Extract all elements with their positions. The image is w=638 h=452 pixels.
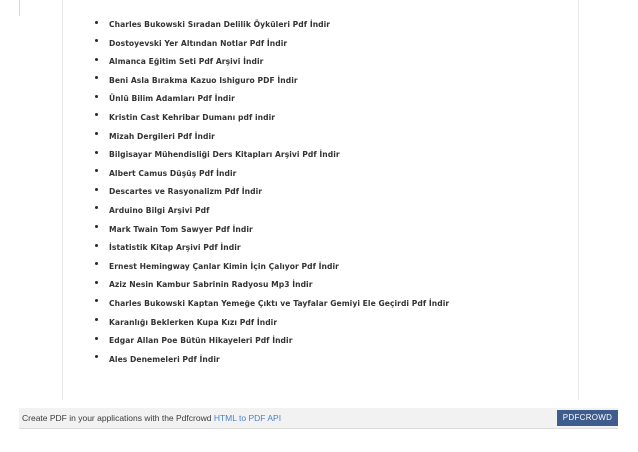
- list-item[interactable]: [93, 13, 449, 32]
- list-item[interactable]: [93, 311, 449, 330]
- list-item[interactable]: [93, 292, 449, 311]
- bullet-icon: [95, 318, 98, 321]
- bullet-icon: [95, 39, 98, 42]
- list-item[interactable]: [93, 32, 449, 51]
- list-item-link[interactable]: Arduino Bilgi Arşivi Pdf: [109, 205, 210, 215]
- list-item-link[interactable]: Kristin Cast Kehribar Dumanı pdf indir: [109, 112, 276, 122]
- bullet-icon: [95, 244, 98, 247]
- list-item-link[interactable]: Edgar Allan Poe Bütün Hikayeleri Pdf İndir: [109, 336, 293, 346]
- list-item[interactable]: [93, 218, 449, 237]
- content-panel: [62, 0, 579, 400]
- list-item[interactable]: [93, 106, 449, 125]
- list-item-link[interactable]: Mizah Dergileri Pdf İndir: [109, 131, 215, 141]
- list-item[interactable]: [93, 236, 449, 255]
- post-link-list: [93, 13, 449, 366]
- list-item[interactable]: [93, 255, 449, 274]
- bullet-icon: [95, 281, 98, 284]
- list-item-link[interactable]: Almanca Eğitim Seti Pdf Arşivi İndir: [109, 57, 264, 67]
- list-item-link[interactable]: Dostoyevski Yer Altından Notlar Pdf İndir: [109, 38, 288, 48]
- list-item[interactable]: [93, 69, 449, 88]
- list-item[interactable]: [93, 143, 449, 162]
- bullet-icon: [95, 95, 98, 98]
- list-item-link[interactable]: Ernest Hemingway Çanlar Kimin İçin Çalıyor Pdf İndir: [109, 261, 339, 271]
- footer-caption: [22, 408, 281, 428]
- list-item-link[interactable]: Mark Twain Tom Sawyer Pdf İndir: [109, 224, 253, 234]
- list-item[interactable]: [93, 348, 449, 367]
- bullet-icon: [95, 151, 98, 154]
- list-item-link[interactable]: Albert Camus Düşüş Pdf İndir: [109, 168, 237, 178]
- footer-text-prefix: Create PDF in your applications with the Pdfcrowd: [22, 413, 212, 423]
- list-item-link[interactable]: Descartes ve Rasyonalizm Pdf İndir: [109, 187, 263, 197]
- bullet-icon: [95, 132, 98, 135]
- bullet-icon: [95, 21, 98, 24]
- pdfcrowd-brand-button[interactable]: PDFCROWD: [557, 410, 618, 426]
- list-item-link[interactable]: Charles Bukowski Kaptan Yemeğe Çıktı ve Tayfalar Gemiyi Ele Geçirdi Pdf İndir: [109, 298, 450, 308]
- list-item[interactable]: [93, 199, 449, 218]
- bullet-icon: [95, 355, 98, 358]
- list-item[interactable]: [93, 162, 449, 181]
- bullet-icon: [95, 299, 98, 302]
- bullet-icon: [95, 337, 98, 340]
- bullet-icon: [95, 188, 98, 191]
- list-item-link[interactable]: İstatistik Kitap Arşivi Pdf İndir: [109, 243, 241, 253]
- page-edge-divider: [19, 0, 20, 16]
- list-item-link[interactable]: Charles Bukowski Sıradan Delilik Öyküleri Pdf İndir: [109, 20, 331, 29]
- list-item-link[interactable]: Bilgisayar Mühendisliği Ders Kitapları Arşivi Pdf İndir: [109, 150, 340, 160]
- list-item-link[interactable]: Karanlığı Beklerken Kupa Kızı Pdf İndir: [109, 317, 278, 327]
- bullet-icon: [95, 206, 98, 209]
- list-item-link[interactable]: Aziz Nesin Kambur Sabrinin Radyosu Mp3 İndir: [109, 280, 313, 290]
- list-item[interactable]: [93, 87, 449, 106]
- list-item[interactable]: [93, 50, 449, 69]
- list-item[interactable]: [93, 329, 449, 348]
- pdf-footer-bar: [19, 408, 618, 429]
- html-to-pdf-link[interactable]: HTML to PDF API: [213, 413, 282, 423]
- bullet-icon: [95, 76, 98, 79]
- bullet-icon: [95, 169, 98, 172]
- list-item-link[interactable]: Beni Asla Bırakma Kazuo Ishiguro PDF İndir: [109, 75, 298, 85]
- bullet-icon: [95, 113, 98, 116]
- bullet-icon: [95, 58, 98, 61]
- list-item[interactable]: [93, 273, 449, 292]
- list-item[interactable]: [93, 180, 449, 199]
- list-item-link[interactable]: Ünlü Bilim Adamları Pdf İndir: [109, 94, 235, 104]
- list-item-link[interactable]: Ales Denemeleri Pdf İndir: [109, 354, 220, 364]
- bullet-icon: [95, 225, 98, 228]
- bullet-icon: [95, 262, 98, 265]
- list-item[interactable]: [93, 125, 449, 144]
